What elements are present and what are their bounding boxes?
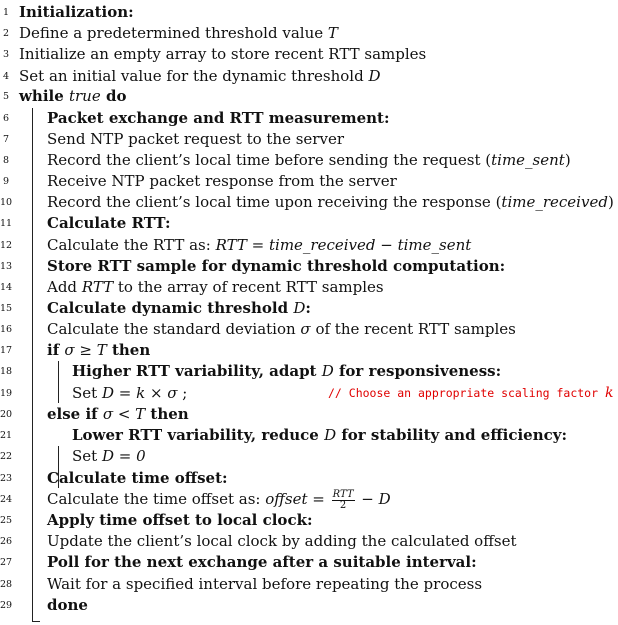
algorithm-line-18 bbox=[0, 361, 618, 382]
line-number: 23 bbox=[0, 473, 13, 484]
body-text: Define a predetermined threshold value bbox=[19, 24, 328, 42]
line-number: 14 bbox=[0, 282, 13, 293]
algorithm-line-15 bbox=[0, 298, 618, 319]
line-text bbox=[47, 552, 477, 572]
math-expression: D bbox=[324, 426, 337, 444]
body-text: of the recent RTT samples bbox=[310, 320, 516, 338]
line-text bbox=[19, 86, 126, 106]
keyword-text: Poll for the next exchange after a suitable interval: bbox=[47, 553, 477, 571]
line-text bbox=[19, 23, 338, 43]
keyword-text: Higher RTT variability, adapt bbox=[72, 362, 322, 380]
keyword-text: Packet exchange and RTT measurement: bbox=[47, 109, 390, 127]
line-text bbox=[47, 171, 397, 191]
line-number: 2 bbox=[2, 28, 9, 39]
algorithm-line-24 bbox=[0, 489, 618, 510]
line-text bbox=[19, 44, 426, 64]
body-text: Send NTP packet request to the server bbox=[47, 130, 344, 148]
line-text bbox=[72, 446, 146, 466]
math-expression: T bbox=[327, 24, 338, 42]
body-text: Calculate the time offset as: bbox=[47, 490, 266, 508]
algorithm-line-21 bbox=[0, 425, 618, 446]
algorithm-line-8 bbox=[0, 150, 618, 171]
line-text bbox=[47, 340, 150, 360]
algorithm-line-6 bbox=[0, 108, 618, 129]
line-text bbox=[47, 319, 516, 339]
while-block-end bbox=[32, 621, 40, 622]
line-number: 4 bbox=[2, 71, 9, 82]
line-text bbox=[47, 468, 228, 488]
math-expression: σ ≥ T bbox=[64, 341, 107, 359]
line-text bbox=[47, 298, 311, 318]
body-text: to the array of recent RTT samples bbox=[113, 278, 384, 296]
body-text: Calculate the RTT as: bbox=[47, 236, 216, 254]
algorithm-line-12 bbox=[0, 235, 618, 256]
algorithm-line-28 bbox=[0, 574, 618, 595]
math-expression: RTT bbox=[81, 278, 114, 296]
keyword-text: : bbox=[305, 299, 311, 317]
body-text: Add bbox=[47, 278, 82, 296]
algorithm-line-22 bbox=[0, 446, 618, 467]
line-text bbox=[47, 277, 384, 297]
math-expression: offset = bbox=[265, 490, 330, 508]
line-text bbox=[72, 361, 501, 381]
algorithm-line-7 bbox=[0, 129, 618, 150]
math-expression: true bbox=[68, 87, 101, 105]
algorithm-line-25 bbox=[0, 510, 618, 531]
line-text bbox=[47, 531, 516, 551]
math-expression: time_sent bbox=[491, 151, 565, 169]
keyword-text: done bbox=[47, 596, 88, 614]
keyword-text: do bbox=[100, 87, 127, 105]
math-expression: σ < T bbox=[102, 405, 146, 423]
keyword-text: Store RTT sample for dynamic threshold computation: bbox=[47, 257, 506, 275]
keyword-text: for stability and efficiency: bbox=[336, 426, 568, 444]
line-text bbox=[47, 129, 344, 149]
algorithm-line-3 bbox=[0, 44, 618, 65]
math-expression: D = 0 bbox=[101, 447, 146, 465]
line-number: 18 bbox=[0, 366, 13, 377]
line-text bbox=[47, 574, 482, 594]
line-text bbox=[72, 425, 567, 445]
keyword-text: then bbox=[145, 405, 189, 423]
body-text: Wait for a specified interval before repeating the process bbox=[47, 575, 483, 593]
else-block-rule bbox=[58, 446, 59, 488]
line-number: 1 bbox=[2, 7, 9, 18]
math-expression: D = k × σ bbox=[101, 384, 178, 402]
line-number: 26 bbox=[0, 536, 13, 547]
math-expression: D bbox=[321, 362, 334, 380]
line-number: 24 bbox=[0, 494, 13, 505]
line-number: 12 bbox=[0, 240, 13, 251]
algorithm-line-13 bbox=[0, 256, 618, 277]
comment-variable: k bbox=[604, 385, 614, 401]
line-number: 25 bbox=[0, 515, 13, 526]
line-number: 19 bbox=[0, 388, 13, 399]
body-text: Set bbox=[72, 384, 102, 402]
math-expression: RTT = time_received − time_sent bbox=[215, 236, 472, 254]
keyword-text: if bbox=[47, 341, 65, 359]
line-number: 3 bbox=[2, 49, 9, 60]
keyword-text: Apply time offset to local clock: bbox=[47, 511, 313, 529]
line-number: 22 bbox=[0, 451, 13, 462]
line-number: 16 bbox=[0, 324, 13, 335]
body-text: ; bbox=[177, 384, 188, 402]
keyword-text: Initialization: bbox=[19, 3, 134, 21]
body-text: Set bbox=[72, 447, 102, 465]
line-text bbox=[47, 235, 471, 255]
math-expression: D bbox=[293, 299, 306, 317]
algorithm-line-29 bbox=[0, 595, 618, 616]
body-text: Record the client’s local time upon receiving the response ( bbox=[47, 193, 502, 211]
line-number: 5 bbox=[2, 91, 9, 102]
algorithm-line-23 bbox=[0, 468, 618, 489]
algorithm-line-16 bbox=[0, 319, 618, 340]
math-expression: − D bbox=[356, 490, 391, 508]
keyword-text: then bbox=[106, 341, 151, 359]
if-block-rule bbox=[58, 361, 59, 403]
code-comment bbox=[328, 385, 613, 401]
keyword-text: Calculate time offset: bbox=[47, 469, 228, 487]
body-text: ) bbox=[564, 151, 571, 169]
body-text: Calculate the standard deviation bbox=[47, 320, 301, 338]
algorithm-line-20 bbox=[0, 404, 618, 425]
line-text bbox=[47, 192, 614, 212]
keyword-text: Calculate dynamic threshold bbox=[47, 299, 294, 317]
line-text bbox=[47, 213, 171, 233]
line-number: 9 bbox=[2, 176, 9, 187]
line-number: 21 bbox=[0, 430, 13, 441]
algorithm-line-17 bbox=[0, 340, 618, 361]
algorithm-line-19 bbox=[0, 383, 618, 404]
algorithm-line-1 bbox=[0, 2, 618, 23]
keyword-text: Calculate RTT: bbox=[47, 214, 171, 232]
while-block-rule bbox=[32, 108, 33, 621]
algorithm-line-26 bbox=[0, 531, 618, 552]
body-text: Initialize an empty array to store recent RTT samples bbox=[19, 45, 427, 63]
body-text: Set an initial value for the dynamic threshold bbox=[19, 67, 369, 85]
line-text bbox=[19, 66, 380, 86]
body-text: Receive NTP packet response from the server bbox=[47, 172, 397, 190]
line-text bbox=[47, 489, 391, 511]
body-text: Record the client’s local time before sending the request ( bbox=[47, 151, 492, 169]
keyword-text: for responsiveness: bbox=[333, 362, 502, 380]
keyword-text: else if bbox=[47, 405, 103, 423]
line-text bbox=[47, 108, 390, 128]
line-text bbox=[47, 150, 571, 170]
algorithm-line-14 bbox=[0, 277, 618, 298]
line-number: 7 bbox=[2, 134, 9, 145]
algorithm-line-11 bbox=[0, 213, 618, 234]
algorithm-line-5 bbox=[0, 86, 618, 107]
line-number: 28 bbox=[0, 579, 13, 590]
body-text: ) bbox=[607, 193, 614, 211]
line-number: 29 bbox=[0, 600, 13, 611]
line-text bbox=[47, 404, 189, 424]
line-number: 27 bbox=[0, 557, 13, 568]
line-text bbox=[19, 2, 134, 22]
line-text bbox=[47, 510, 313, 530]
math-expression: time_received bbox=[501, 193, 608, 211]
line-number: 20 bbox=[0, 409, 13, 420]
line-number: 6 bbox=[2, 113, 9, 124]
algorithm-line-10 bbox=[0, 192, 618, 213]
algorithm-line-4 bbox=[0, 66, 618, 87]
comment-text: // Choose an appropriate scaling factor bbox=[328, 386, 605, 400]
line-number: 10 bbox=[0, 197, 13, 208]
fraction-denominator: 2 bbox=[339, 499, 347, 511]
line-text bbox=[47, 595, 88, 615]
line-number: 15 bbox=[0, 303, 13, 314]
math-expression: D bbox=[368, 67, 381, 85]
algorithm-line-9 bbox=[0, 171, 618, 192]
line-number: 17 bbox=[0, 345, 13, 356]
keyword-text: Lower RTT variability, reduce bbox=[72, 426, 325, 444]
line-number: 11 bbox=[0, 218, 13, 229]
line-text bbox=[72, 383, 187, 403]
line-number: 8 bbox=[2, 155, 9, 166]
fraction-numerator: RTT bbox=[332, 488, 354, 500]
algorithm-line-2 bbox=[0, 23, 618, 44]
body-text: Update the client’s local clock by adding the calculated offset bbox=[47, 532, 517, 550]
line-number: 13 bbox=[0, 261, 13, 272]
keyword-text: while bbox=[19, 87, 69, 105]
line-text bbox=[47, 256, 505, 276]
fraction bbox=[332, 490, 355, 511]
math-expression: σ bbox=[300, 320, 311, 338]
algorithm-line-27 bbox=[0, 552, 618, 573]
